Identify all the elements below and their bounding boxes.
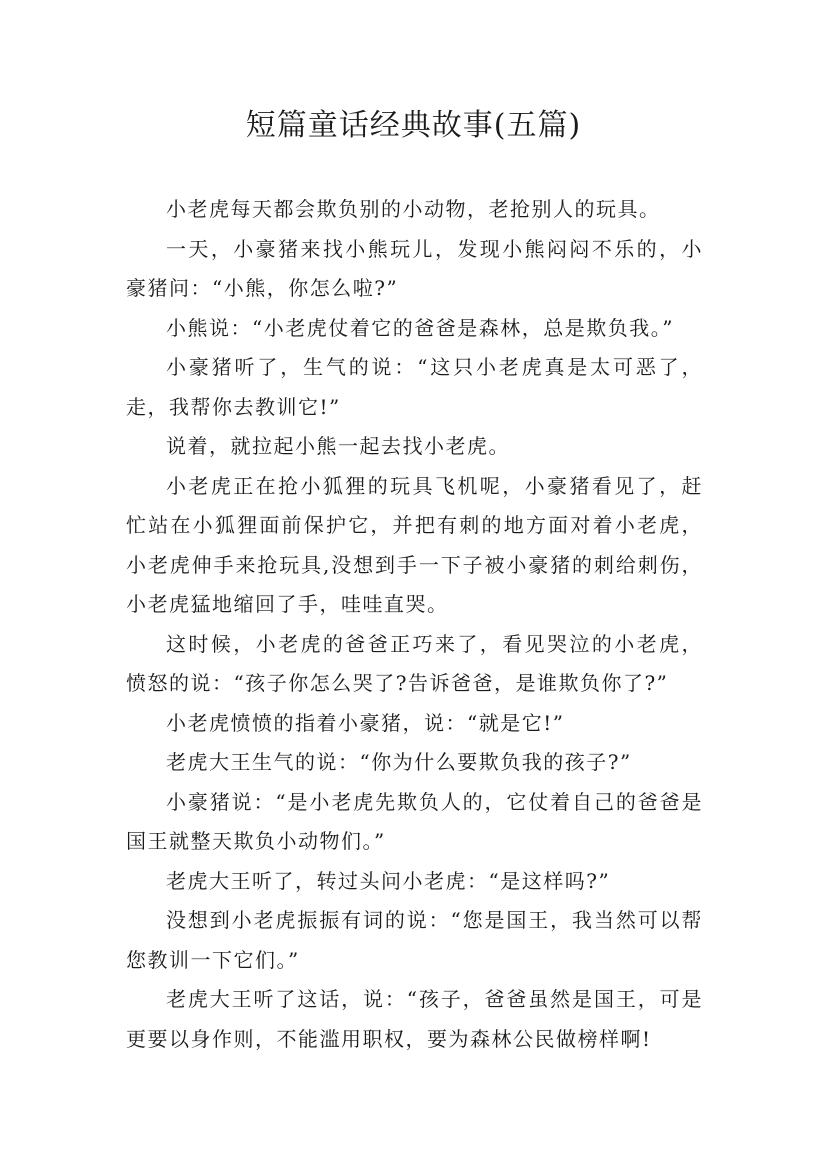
paragraph: 老虎大王听了，转过头问小老虎：“是这样吗?” [166,868,611,893]
paragraph: 一天，小豪猪来找小熊玩儿，发现小熊闷闷不乐的，小豪猪问：“小熊，你怎么啦?” [126,236,703,300]
paragraph: 小老虎正在抢小狐狸的玩具飞机呢，小豪猪看见了，赶忙站在小狐狸面前保护它，并把有刺的地方面对着小老虎，小老虎伸手来抢玩具,没想到手一下子被小豪猪的刺给刺伤，小老虎猛地缩回了手，哇哇直哭。 [126,473,703,616]
paragraph: 老虎大王听了这话，说：“孩子，爸爸虽然是国王，可是更要以身作则，不能滥用职权，要为森林公民做榜样啊! [126,987,703,1051]
paragraph: 小豪猪说：“是小老虎先欺负人的，它仗着自己的爸爸是国王就整天欺负小动物们。” [126,789,703,853]
paragraph: 没想到小老虎振振有词的说：“您是国王，我当然可以帮您教训一下它们。” [126,908,703,972]
paragraph: 小熊说：“小老虎仗着它的爸爸是森林，总是欺负我。” [166,315,674,340]
paragraph: 说着，就拉起小熊一起去找小老虎。 [166,434,510,458]
paragraph: 小老虎愤愤的指着小豪猪，说：“就是它!” [166,710,565,735]
paragraph: 这时候，小老虎的爸爸正巧来了，看见哭泣的小老虎，愤怒的说：“孩子你怎么哭了?告诉爸爸，是谁欺负你了?” [126,631,703,695]
paragraph: 老虎大王生气的说：“你为什么要欺负我的孩子?” [166,750,632,774]
document-body [126,190,703,1059]
paragraph: 小豪猪听了，生气的说：“这只小老虎真是太可恶了，走，我帮你去教训它!” [126,355,703,419]
document-title: 短篇童话经典故事(五篇) [245,108,582,143]
paragraph: 小老虎每天都会欺负别的小动物，老抢别人的玩具。 [166,197,661,221]
